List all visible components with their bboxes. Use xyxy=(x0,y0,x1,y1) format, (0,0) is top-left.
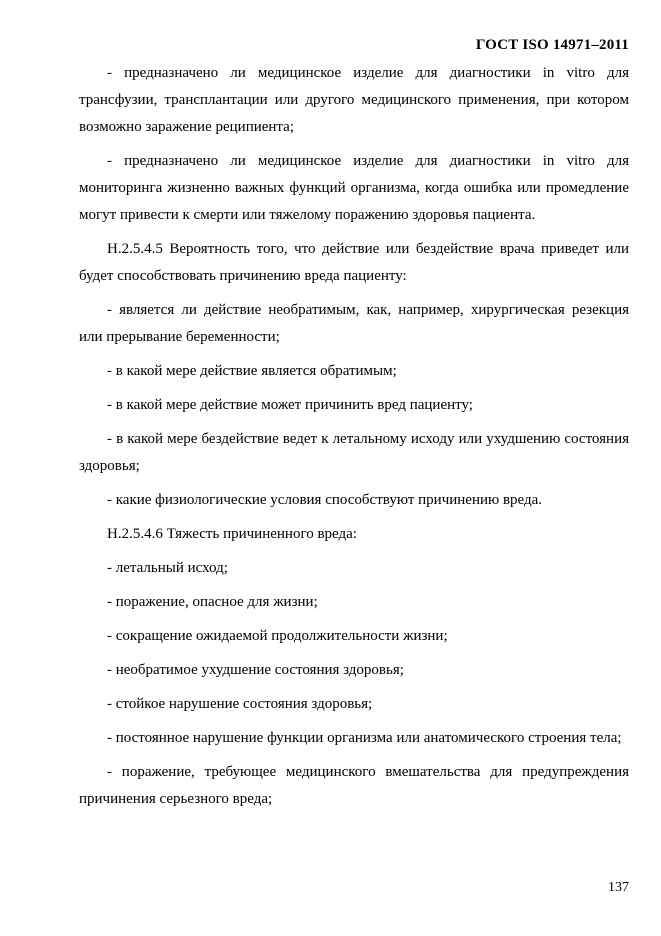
paragraph: - в какой мере бездействие ведет к летальному исходу или ухудшению состояния здоровья; xyxy=(79,431,629,474)
paragraph: - необратимое ухудшение состояния здоровья; xyxy=(107,662,404,678)
document-header: ГОСТ ISO 14971–2011 xyxy=(475,37,629,53)
paragraph: - стойкое нарушение состояния здоровья; xyxy=(107,696,373,712)
paragraph: - сокращение ожидаемой продолжительности жизни; xyxy=(107,628,448,644)
paragraph: - в какой мере действие может причинить вред пациенту; xyxy=(107,397,473,413)
paragraph: - предназначено ли медицинское изделие для диагностики in vitro для трансфузии, трансплантации или другого медицинского применения, при котором возможно заражение реципиента; xyxy=(79,65,629,135)
paragraph: - поражение, опасное для жизни; xyxy=(107,594,318,610)
paragraph: Н.2.5.4.5 Вероятность того, что действие или бездействие врача приведет или будет способствовать причинению вреда пациенту: xyxy=(79,241,629,284)
paragraph: - предназначено ли медицинское изделие для диагностики in vitro для мониторинга жизненно важных функций организма, когда ошибка или промедление могут привести к смерти или тяжелому поражению здоровья пациента. xyxy=(79,153,629,223)
document-body xyxy=(79,60,629,820)
paragraph: Н.2.5.4.6 Тяжесть причиненного вреда: xyxy=(107,526,357,542)
page-number: 137 xyxy=(608,880,629,895)
paragraph: - летальный исход; xyxy=(107,560,228,576)
paragraph: - является ли действие необратимым, как, например, хирургическая резекция или прерывание беременности; xyxy=(79,302,629,345)
paragraph: - в какой мере действие является обратимым; xyxy=(107,363,397,379)
paragraph: - какие физиологические условия способствуют причинению вреда. xyxy=(107,492,543,508)
paragraph: - поражение, требующее медицинского вмешательства для предупреждения причинения серьезного вреда; xyxy=(79,764,629,807)
paragraph: - постоянное нарушение функции организма или анатомического строения тела; xyxy=(107,730,622,746)
